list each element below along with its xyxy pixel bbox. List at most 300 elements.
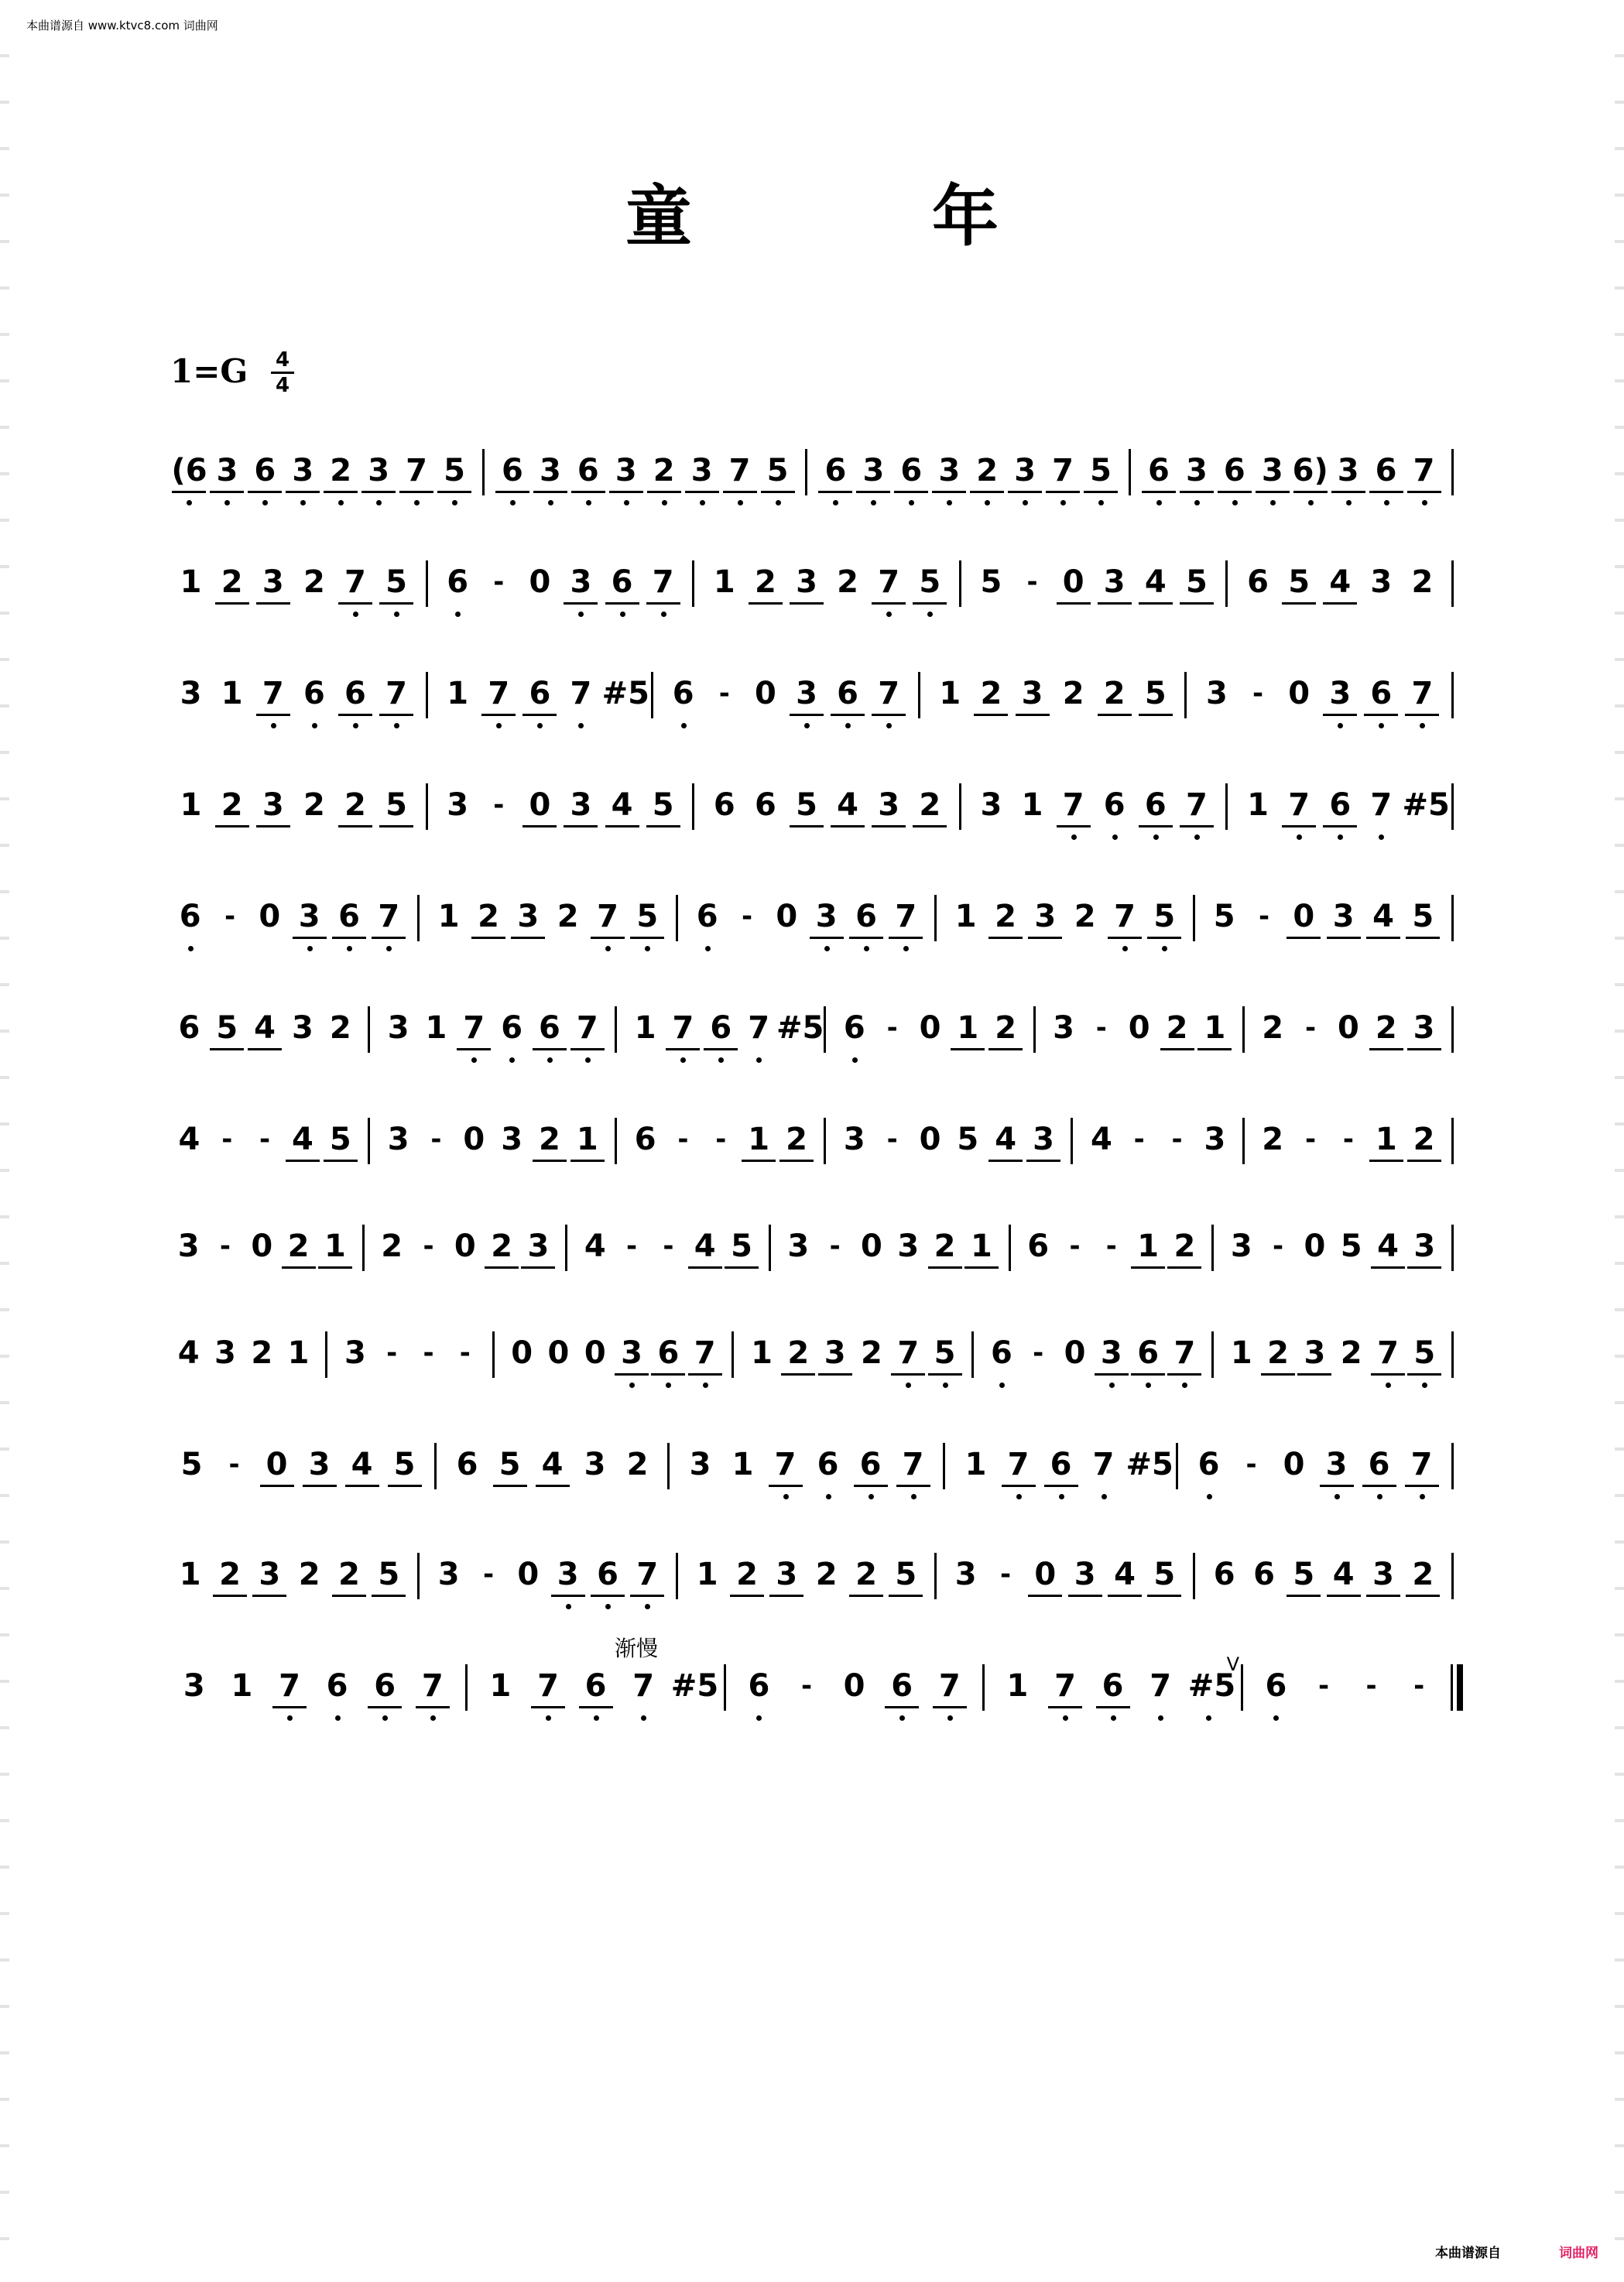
note: 4 (1320, 564, 1360, 601)
note: 3 (689, 1447, 711, 1482)
note: 0 (776, 899, 798, 934)
note: 6 (317, 1667, 358, 1705)
note: 6 (1213, 1557, 1235, 1592)
note: 5 (1144, 1556, 1184, 1593)
note: #5 (670, 1668, 719, 1704)
barline (1451, 560, 1454, 607)
note: 7 (685, 1335, 725, 1372)
note: 4 (342, 1446, 382, 1483)
barline (676, 895, 678, 941)
sustain-dash: - (1133, 1124, 1145, 1155)
sustain-dash: - (677, 1124, 689, 1155)
note: 7 (528, 1667, 568, 1705)
note: 5 (320, 1121, 361, 1158)
note: 0 (529, 564, 551, 600)
note: 5 (1081, 452, 1121, 489)
note: 3 (584, 1447, 606, 1482)
note: 7 (893, 1446, 934, 1483)
note: #5 (1402, 787, 1450, 823)
note: 4 (1363, 898, 1403, 935)
note: 0 (1064, 1335, 1086, 1371)
note: 5 (886, 1556, 926, 1593)
note: 7 (368, 898, 409, 935)
note: 7 (869, 564, 909, 601)
note: 3 (954, 1557, 977, 1592)
score-line (170, 1009, 1463, 1064)
barline (971, 1331, 974, 1378)
note: 5 (1213, 899, 1235, 934)
sustain-dash: - (221, 1124, 233, 1155)
note: 3 (1005, 452, 1045, 489)
note: 6 (846, 898, 886, 935)
note: 6 (1027, 1228, 1050, 1264)
note: 0 (1337, 1010, 1359, 1046)
breath-mark: V (1226, 1653, 1239, 1675)
barline (651, 672, 653, 718)
note: 6 (178, 1010, 200, 1046)
note: 2 (320, 452, 361, 489)
note: 2 (1095, 675, 1135, 712)
sustain-dash: - (1305, 1013, 1317, 1043)
note: 6) (1290, 452, 1331, 489)
note: 3 (606, 452, 646, 489)
score-line (170, 1335, 1463, 1389)
barline (1451, 449, 1454, 495)
note: 3 (766, 1556, 807, 1593)
note: 6 (1320, 786, 1360, 824)
note: 6 (294, 675, 334, 712)
sustain-dash: - (1273, 1231, 1284, 1262)
note: 2 (1411, 564, 1434, 600)
score-line (170, 1653, 1463, 1722)
note: 2 (329, 1556, 369, 1593)
note: 7 (643, 564, 684, 601)
note: 3 (1363, 1556, 1403, 1593)
note: 0 (1025, 1556, 1065, 1593)
note: 6 (456, 1447, 478, 1482)
note: 3 (815, 1335, 855, 1372)
note: 2 (251, 1335, 273, 1371)
note: 3 (1324, 898, 1364, 935)
score-line (170, 1556, 1463, 1610)
note: 0 (257, 1446, 297, 1483)
note: 2 (967, 452, 1007, 489)
barline (417, 895, 420, 941)
note: 6 (815, 452, 855, 489)
song-title: 童 年 (625, 177, 1107, 255)
note: 3 (807, 898, 847, 935)
note: 6 (588, 1556, 628, 1593)
note: 2 (776, 1121, 817, 1158)
note: 6 (882, 1667, 922, 1705)
note: 0 (1304, 1228, 1326, 1264)
note: 2 (303, 787, 325, 823)
barline (362, 1225, 365, 1271)
note: 5 (1136, 675, 1176, 712)
note: 6 (1136, 786, 1176, 824)
note: 5 (786, 786, 827, 824)
sustain-dash: - (663, 1231, 674, 1262)
note: 6 (1041, 1446, 1081, 1483)
barline (959, 560, 961, 607)
note: 1 (634, 1010, 656, 1046)
note: 3 (1404, 1228, 1444, 1265)
note: 5 (1144, 898, 1184, 935)
note: 3 (1095, 564, 1135, 601)
sustain-dash: - (718, 678, 730, 709)
note: 3 (787, 1228, 810, 1264)
note: 2 (1340, 1335, 1362, 1371)
note: 6 (568, 452, 608, 489)
note: 1 (221, 676, 243, 711)
note: 7 (663, 1009, 703, 1047)
sustain-dash: - (829, 1231, 841, 1262)
note: 4 (1090, 1122, 1112, 1157)
note: 0 (861, 1228, 882, 1264)
barline (417, 1553, 420, 1599)
note: 5 (980, 564, 1002, 600)
sustain-dash: - (741, 901, 753, 932)
note: 3 (253, 786, 293, 824)
note: 1 (1247, 787, 1269, 823)
note: 4 (1136, 564, 1176, 601)
note: 0 (1283, 898, 1324, 935)
note: 6 (713, 787, 735, 823)
barline (1242, 1118, 1245, 1164)
note: 7 (588, 898, 628, 935)
note: 7 (478, 675, 519, 712)
note: 7 (869, 675, 909, 712)
note: 6 (335, 675, 375, 712)
note: 3 (253, 564, 293, 601)
barline (805, 449, 807, 495)
barline (918, 672, 920, 718)
note: 1 (731, 1447, 754, 1482)
header-source-note: 本曲谱源自 www.ktvc8.com 词曲网 (26, 19, 218, 33)
note: 3 (929, 452, 969, 489)
note: 1 (964, 1447, 987, 1482)
note: 2 (481, 1228, 522, 1265)
note: 5 (1283, 1556, 1324, 1593)
barline (982, 1664, 985, 1711)
note: 6 (437, 564, 478, 601)
note: 2 (1157, 1009, 1197, 1047)
note: 2 (971, 675, 1011, 712)
note: 3 (1404, 1009, 1444, 1047)
barline (368, 1006, 370, 1053)
barline (426, 560, 428, 607)
barline (325, 1331, 327, 1378)
barline (824, 1118, 826, 1164)
note: 1 (1230, 1335, 1252, 1371)
sustain-dash: - (1095, 1013, 1107, 1043)
note: 6 (1256, 1667, 1296, 1705)
barline (824, 1006, 826, 1053)
note: 2 (1403, 1556, 1443, 1593)
note: 4 (245, 1009, 285, 1047)
note: 4 (685, 1228, 725, 1265)
note: 2 (1404, 1121, 1444, 1158)
note: 3 (980, 787, 1002, 823)
barline (1451, 1225, 1454, 1271)
note: 3 (447, 787, 469, 823)
note: 4 (533, 1446, 573, 1483)
score-line (170, 452, 1463, 506)
note: 1 (1006, 1668, 1029, 1704)
note: 1 (939, 676, 961, 711)
sustain-dash: - (1413, 1670, 1425, 1701)
note: 6 (1128, 1335, 1168, 1372)
note: 5 (207, 1009, 247, 1047)
note: 1 (1194, 1009, 1235, 1047)
note: 6 (329, 898, 369, 935)
note: 7 (454, 1009, 494, 1047)
barline (1225, 560, 1228, 607)
note: 5 (368, 1556, 409, 1593)
sustain-dash: - (1171, 1124, 1183, 1155)
note: 2 (644, 452, 684, 489)
note: #5 (601, 676, 649, 711)
note: 6 (519, 675, 560, 712)
note: 3 (518, 1228, 558, 1265)
note: 1 (954, 899, 977, 934)
note: 6 (492, 1009, 532, 1047)
note: 6 (365, 1667, 405, 1705)
note: 7 (560, 675, 601, 712)
sustain-dash: - (493, 790, 505, 821)
note: 7 (269, 1667, 310, 1705)
note: 3 (853, 452, 893, 489)
note: 7 (999, 1446, 1039, 1483)
barline (934, 895, 937, 941)
note: 0 (519, 786, 560, 824)
note: 2 (925, 1228, 965, 1265)
sustain-dash: - (886, 1124, 898, 1155)
note: 7 (1140, 1667, 1180, 1705)
sustain-dash: - (219, 1231, 231, 1262)
barline (1451, 1006, 1454, 1053)
note: 5 (1177, 564, 1217, 601)
note: 2 (727, 1556, 767, 1593)
sustain-dash: - (1026, 567, 1038, 598)
note: 1 (738, 1121, 779, 1158)
note: 1 (1128, 1228, 1168, 1265)
note: 2 (210, 1556, 250, 1593)
note: 7 (1279, 786, 1319, 824)
note: 0 (1283, 1447, 1305, 1482)
note: 1 (437, 899, 460, 934)
note: 2 (1062, 676, 1084, 711)
note: 2 (985, 898, 1026, 935)
footer-source: 本曲谱源自 (1435, 2246, 1501, 2261)
note: 0 (251, 1228, 273, 1264)
note: 3 (1065, 1556, 1105, 1593)
note: 7 (1404, 452, 1444, 489)
note: 6 (1247, 564, 1269, 600)
note: (6 (169, 452, 209, 489)
left-edge-watermark (0, 23, 9, 2260)
sustain-dash: - (1069, 1231, 1081, 1262)
note: 0 (511, 1335, 533, 1371)
note: 3 (283, 452, 323, 489)
note: 6 (663, 675, 704, 712)
barline (492, 1331, 495, 1378)
note: 6 (634, 1122, 656, 1157)
note: 1 (180, 564, 202, 600)
note: 7 (376, 675, 416, 712)
note: 7 (1164, 1335, 1204, 1372)
note: 2 (468, 898, 509, 935)
note: 6 (1361, 675, 1401, 712)
sustain-dash: - (1317, 1670, 1330, 1701)
note: 1 (696, 1557, 718, 1592)
note: 3 (290, 898, 330, 935)
note: 3 (682, 452, 722, 489)
note: 2 (815, 1557, 838, 1592)
note: 0 (584, 1335, 606, 1371)
note: 3 (1177, 452, 1217, 489)
score-line (170, 786, 1463, 841)
note: 7 (627, 1556, 667, 1593)
note: 2 (1262, 1122, 1284, 1157)
barline (426, 783, 428, 830)
note: 3 (1328, 452, 1369, 489)
barline (692, 560, 694, 607)
barline (1009, 1225, 1011, 1271)
note: 7 (623, 1667, 663, 1705)
sustain-dash: - (1245, 1449, 1257, 1480)
note: 6 (602, 564, 642, 601)
barline (1211, 1331, 1214, 1378)
note: 4 (1324, 1556, 1364, 1593)
note: 3 (1053, 1010, 1074, 1046)
note: 1 (1021, 787, 1043, 823)
note: 3 (1025, 898, 1065, 935)
note: 4 (827, 786, 868, 824)
note: 6 (808, 1446, 848, 1483)
note: 2 (985, 1009, 1026, 1047)
sustain-dash: - (886, 1013, 898, 1043)
note: 2 (212, 564, 252, 601)
note: 3 (214, 1335, 236, 1371)
note: 2 (298, 1557, 320, 1592)
note: #5 (1125, 1447, 1173, 1482)
note: 4 (1368, 1228, 1408, 1265)
note: 2 (1074, 899, 1096, 934)
barline (1451, 1443, 1454, 1489)
note: 6 (834, 1009, 875, 1047)
sustain-dash: - (386, 1338, 398, 1369)
note: 2 (1258, 1335, 1298, 1372)
numbered-notation-score (170, 0, 1471, 1780)
note: 2 (529, 1121, 570, 1158)
barline (1225, 783, 1228, 830)
note: 6 (891, 452, 931, 489)
note: 3 (1204, 1122, 1226, 1157)
note: 5 (1340, 1228, 1362, 1264)
note: 3 (249, 1556, 290, 1593)
note: 3 (786, 564, 827, 601)
note: 6 (1139, 452, 1179, 489)
sustain-dash: - (459, 1338, 471, 1369)
note: 3 (207, 452, 247, 489)
note: 1 (489, 1668, 512, 1704)
note: 3 (344, 1335, 366, 1371)
note: 2 (279, 1228, 319, 1265)
sustain-dash: - (1258, 901, 1270, 932)
barline (482, 449, 485, 495)
note: 4 (584, 1228, 606, 1264)
note: 3 (560, 786, 601, 824)
note: 2 (329, 1010, 351, 1046)
note: 7 (930, 1667, 970, 1705)
note: 0 (454, 1228, 476, 1264)
note: 2 (1164, 1228, 1204, 1265)
score-line (170, 675, 1463, 729)
note: 6 (701, 1009, 741, 1047)
note: 3 (292, 1010, 313, 1046)
note: 2 (861, 1335, 882, 1371)
note: 0 (259, 899, 281, 934)
score-line (170, 1228, 1463, 1282)
note: 1 (287, 1335, 310, 1371)
note: 7 (1402, 1446, 1442, 1483)
note: 3 (1317, 1446, 1357, 1483)
note: 3 (1252, 452, 1293, 489)
note: 3 (358, 452, 399, 489)
barline (1184, 672, 1187, 718)
barline (1451, 1331, 1454, 1378)
note: 7 (1177, 786, 1217, 824)
note: 5 (643, 786, 684, 824)
note: 0 (1054, 564, 1094, 601)
note: 3 (1230, 1228, 1252, 1264)
sustain-dash: - (715, 1124, 727, 1155)
note: 7 (1361, 786, 1401, 824)
note: 0 (754, 676, 776, 711)
sustain-dash: - (430, 1124, 442, 1155)
sustain-dash: - (1342, 1124, 1354, 1155)
barline (1033, 1006, 1036, 1053)
barline (724, 1664, 726, 1711)
note: #5 (776, 1010, 824, 1046)
note: 5 (385, 1446, 425, 1483)
barline (368, 1118, 370, 1164)
note: 1 (447, 676, 469, 711)
barline (1451, 783, 1454, 830)
note: 6 (1215, 452, 1255, 489)
note: 0 (463, 1122, 485, 1157)
note: 0 (517, 1557, 540, 1592)
note: 2 (557, 899, 579, 934)
note: 7 (1054, 786, 1094, 824)
note: 5 (434, 452, 475, 489)
note: 7 (766, 1446, 806, 1483)
note: 6 (648, 1335, 688, 1372)
sustain-dash: - (259, 1124, 271, 1155)
footer-site-logo: 词曲网 (1559, 2246, 1598, 2261)
score-line (170, 564, 1463, 618)
note: 3 (612, 1335, 652, 1372)
barline (1451, 672, 1454, 718)
sustain-dash: - (1365, 1670, 1377, 1701)
barline (1193, 1553, 1195, 1599)
note: 7 (253, 675, 293, 712)
note: 3 (1012, 675, 1053, 712)
sustain-dash: - (493, 567, 505, 598)
note: 7 (335, 564, 375, 601)
note: 7 (1402, 675, 1442, 712)
